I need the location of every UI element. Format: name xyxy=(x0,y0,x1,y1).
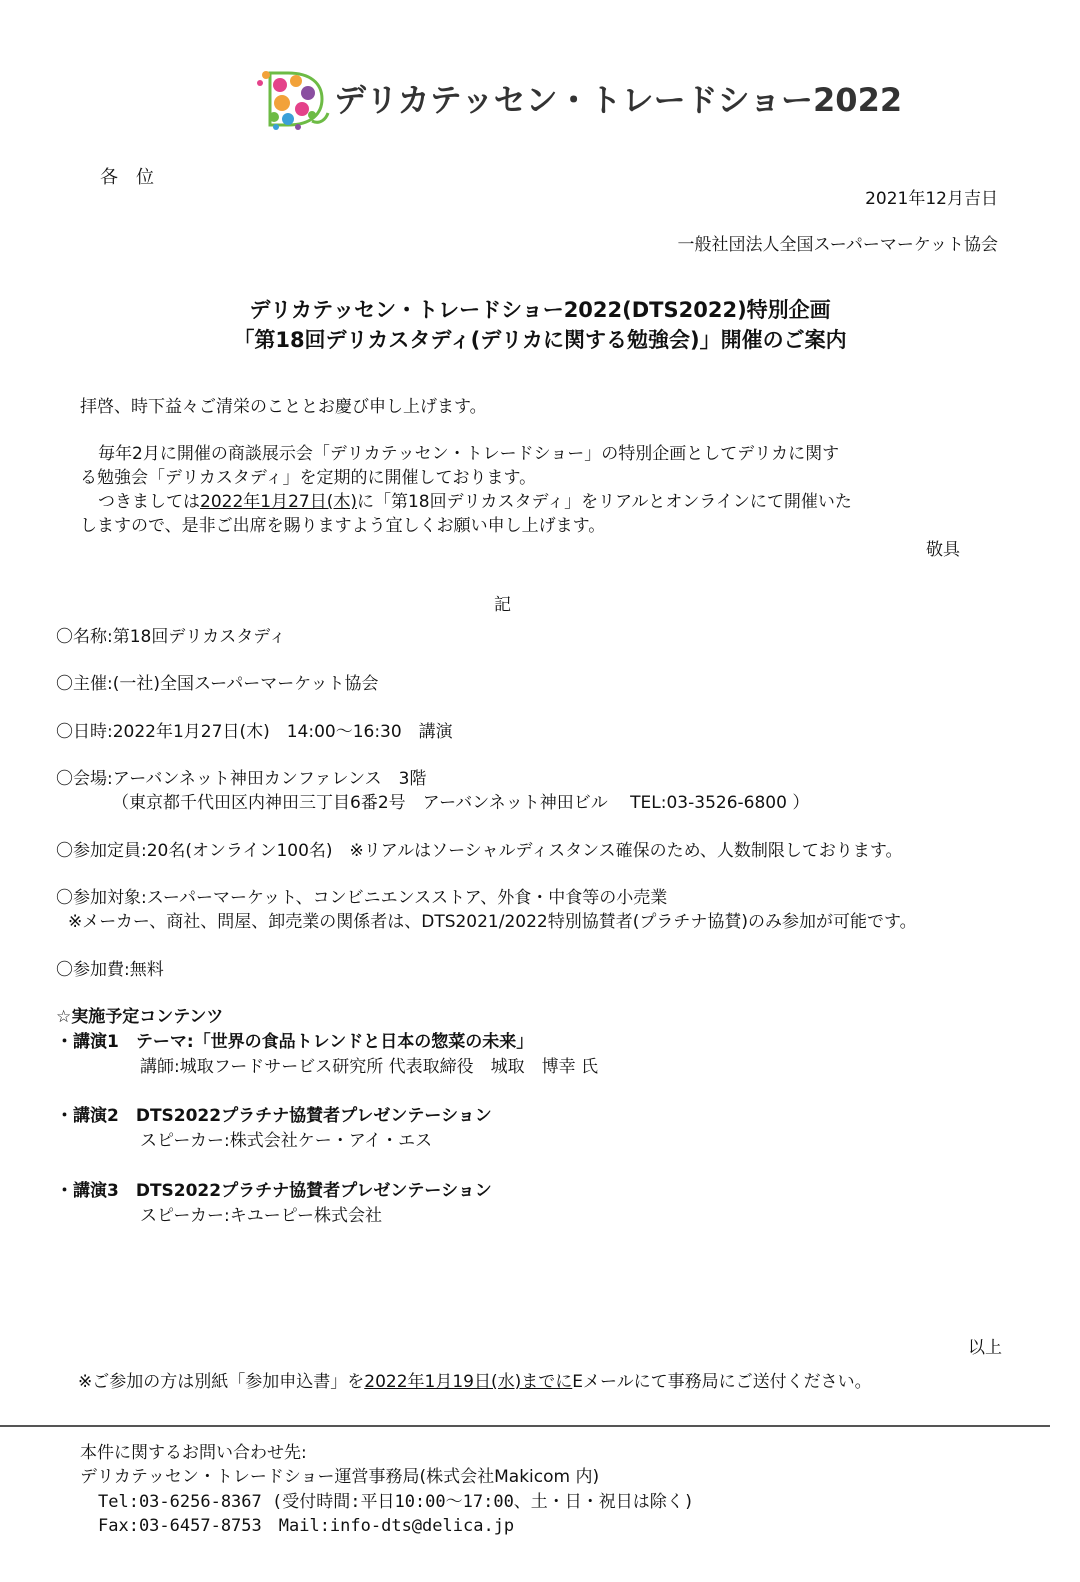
event-date-underlined: 2022年1月27日(木) xyxy=(200,492,357,512)
contact-tel: Tel:03-6256-8367 (受付時間:平日10:00〜17:00、土・日・祝日は除く) xyxy=(98,1492,695,1512)
paragraph2-line2: しますので、是非ご出席を賜りますよう宜しくお願い申し上げます。 xyxy=(80,516,606,536)
greeting: 拝啓、時下益々ご清栄のこととお慶び申し上げます。 xyxy=(80,397,487,417)
closing-ijou: 以上 xyxy=(968,1338,1002,1358)
paragraph2-post: に「第18回デリカスタディ」をリアルとオンラインにて開催いた xyxy=(356,492,852,512)
notice-pre: ※ご参加の方は別紙「参加申込書」を xyxy=(78,1372,365,1392)
contact-heading: 本件に関するお問い合わせ先: xyxy=(80,1443,307,1463)
ki-heading: 記 xyxy=(494,595,511,615)
item-venue: 〇会場:アーバンネット神田カンファレンス 3階 xyxy=(56,769,427,789)
item-venue-address: （東京都千代田区内神田三丁目6番2号 アーバンネット神田ビル TEL:03-3526-6800 ） xyxy=(112,793,810,813)
footer-divider xyxy=(0,1425,1050,1427)
item-target: 〇参加対象:スーパーマーケット、コンビニエンスストア、外食・中食等の小売業 xyxy=(56,888,668,908)
item-target-note: ※メーカー、商社、問屋、卸売業の関係者は、DTS2021/2022特別協賛者(プラチナ協賛)のみ参加が可能です。 xyxy=(68,912,917,932)
paragraph1-line1: 毎年2月に開催の商談展示会「デリカテッセン・トレードショー」の特別企画としてデリカに関す xyxy=(98,444,840,464)
deadline-underlined: 2022年1月19日(水)までに xyxy=(364,1372,573,1392)
doc-title-line1: デリカテッセン・トレードショー2022(DTS2022)特別企画 xyxy=(249,298,831,322)
notice-post: Eメールにて事務局にご送付ください。 xyxy=(572,1372,872,1392)
talk2-title: ・講演2 DTS2022プラチナ協賛者プレゼンテーション xyxy=(56,1106,492,1126)
doc-title-line2: 「第18回デリカスタディ(デリカに関する勉強会)」開催のご案内 xyxy=(233,328,847,352)
item-host: 〇主催:(一社)全国スーパーマーケット協会 xyxy=(56,674,379,694)
closing-keigu: 敬具 xyxy=(926,540,960,560)
logo-text: デリカテッセン・トレードショー2022 xyxy=(334,81,903,119)
paragraph2-line1 xyxy=(98,487,852,512)
talk3-speaker: スピーカー:キユーピー株式会社 xyxy=(140,1206,383,1226)
sender-org: 一般社団法人全国スーパーマーケット協会 xyxy=(677,235,998,255)
item-fee: 〇参加費:無料 xyxy=(56,960,164,980)
paragraph1-line2: る勉強会「デリカスタディ」を定期的に開催しております。 xyxy=(80,468,537,488)
contents-heading: ☆実施予定コンテンツ xyxy=(56,1007,224,1027)
registration-notice xyxy=(78,1367,872,1392)
item-capacity: 〇参加定員:20名(オンライン100名) ※リアルはソーシャルディスタンス確保のため、人数制限しております。 xyxy=(56,841,903,861)
delica-d-logo-icon xyxy=(252,63,332,133)
contact-fax-mail: Fax:03-6457-8753 Mail:info-dts@delica.jp xyxy=(98,1516,515,1536)
issue-date: 2021年12月吉日 xyxy=(865,189,998,209)
item-datetime: 〇日時:2022年1月27日(木) 14:00〜16:30 講演 xyxy=(56,722,453,742)
recipient: 各 位 xyxy=(100,167,154,188)
event-logo xyxy=(252,62,902,134)
talk1-title: ・講演1 テーマ:「世界の食品トレンドと日本の惣菜の未来」 xyxy=(56,1032,534,1052)
item-name: 〇名称:第18回デリカスタディ xyxy=(56,627,286,647)
contact-org: デリカテッセン・トレードショー運営事務局(株式会社Makicom 内) xyxy=(80,1467,600,1487)
talk1-speaker: 講師:城取フードサービス研究所 代表取締役 城取 博幸 氏 xyxy=(140,1057,599,1077)
paragraph2-pre: つきましては xyxy=(98,492,200,512)
talk2-speaker: スピーカー:株式会社ケー・アイ・エス xyxy=(140,1131,433,1151)
talk3-title: ・講演3 DTS2022プラチナ協賛者プレゼンテーション xyxy=(56,1181,492,1201)
